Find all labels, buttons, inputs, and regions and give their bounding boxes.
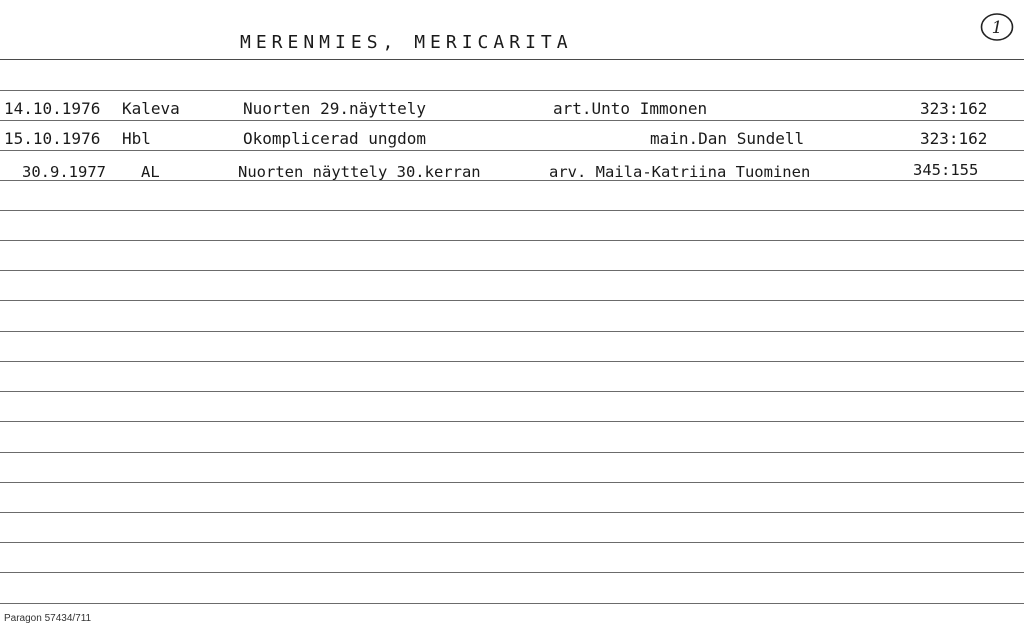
entry-date: 14.10.1976 <box>4 99 101 118</box>
rule-line <box>0 603 1024 604</box>
rule-line <box>0 542 1024 543</box>
entry-source: Kaleva <box>122 99 180 118</box>
page-number-mark <box>980 12 1014 42</box>
rule-line <box>0 270 1024 271</box>
rule-line <box>0 240 1024 241</box>
page-number-text: 1 <box>991 18 1003 38</box>
rule-line <box>0 150 1024 151</box>
rule-line <box>0 421 1024 422</box>
card-title: MERENMIES, MERICARITA <box>240 32 573 53</box>
rule-line <box>0 90 1024 91</box>
entry-author: main.Dan Sundell <box>650 129 805 148</box>
card-footer-imprint: Paragon 57434/711 <box>4 613 92 624</box>
entry-subject: Nuorten 29.näyttely <box>243 99 427 118</box>
rule-line <box>0 331 1024 332</box>
rule-line <box>0 572 1024 573</box>
entry-date: 15.10.1976 <box>4 129 101 148</box>
rule-line <box>0 391 1024 392</box>
header-rule <box>0 59 1024 60</box>
entry-author: art.Unto Immonen <box>553 99 708 118</box>
entry-ref: 345:155 <box>913 161 979 179</box>
entry-date: 30.9.1977 <box>22 163 106 181</box>
rule-line <box>0 512 1024 513</box>
entry-author: arv. Maila-Katriina Tuominen <box>549 163 811 181</box>
entry-subject: Nuorten näyttely 30.kerran <box>238 163 481 181</box>
rule-line <box>0 452 1024 453</box>
entry-subject: Okomplicerad ungdom <box>243 129 427 148</box>
rule-line <box>0 361 1024 362</box>
entry-ref: 323:162 <box>920 99 988 118</box>
entry-source: Hbl <box>122 129 151 148</box>
rule-line <box>0 482 1024 483</box>
entry-ref: 323:162 <box>920 129 988 148</box>
rule-line <box>0 210 1024 211</box>
entry-source: AL <box>141 163 160 181</box>
rule-line <box>0 120 1024 121</box>
rule-line <box>0 300 1024 301</box>
